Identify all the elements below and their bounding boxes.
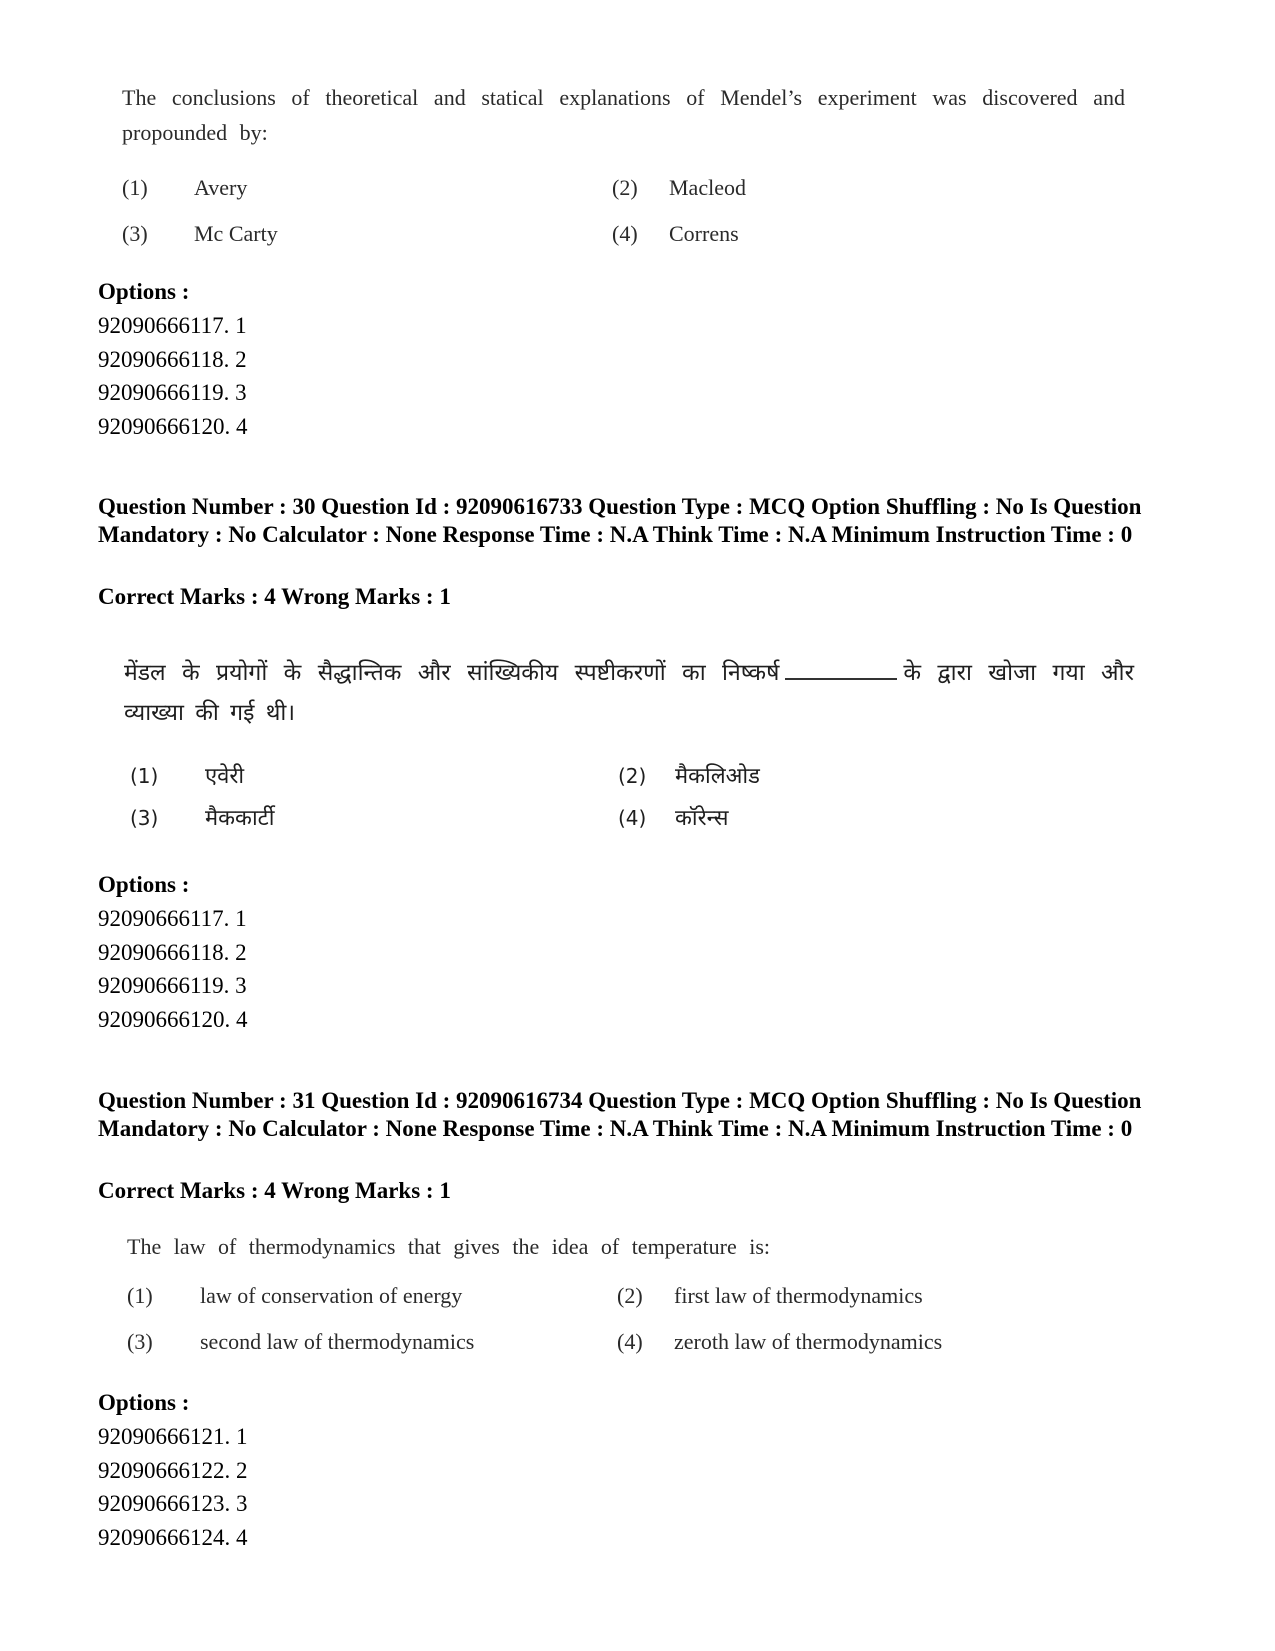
option-line: 92090666120. 4 xyxy=(98,1006,248,1032)
option-line: 92090666118. 2 xyxy=(98,346,247,372)
question-31-stem: The law of thermodynamics that gives the idea of temperature is: xyxy=(127,1234,771,1259)
choice-text: Macleod xyxy=(669,175,746,200)
choice-text: Avery xyxy=(194,175,248,200)
choice-text: मैककार्टी xyxy=(205,806,275,831)
choice-number: (4) xyxy=(612,221,638,246)
choice-number: (4) xyxy=(618,806,647,830)
question-31-meta: Question Number : 31 Question Id : 92090616734 Question Type : MCQ Option Shuffling : No Is Question Mandatory : No Calculator : None Response Time : N.A Think Time : N.A Minimum Instruction Time : 0 xyxy=(98,1088,1142,1141)
choice-number: (2) xyxy=(612,175,638,200)
question-29-options xyxy=(98,275,248,443)
choice-text: कॉरेन्स xyxy=(675,806,729,831)
choice-text: मैकलिओड xyxy=(675,764,760,789)
choice-number: (3) xyxy=(130,806,159,830)
answer-blank xyxy=(785,658,897,680)
choice-number: (1) xyxy=(127,1283,153,1308)
choice-number: (1) xyxy=(130,764,159,788)
option-line: 92090666123. 3 xyxy=(98,1491,248,1516)
choice-number: (4) xyxy=(617,1329,643,1354)
choice-text: Mc Carty xyxy=(194,221,278,246)
option-line: 92090666119. 3 xyxy=(98,973,247,998)
options-title: Options : xyxy=(98,279,190,304)
choice-text: Correns xyxy=(669,221,739,246)
choice-text: law of conservation of energy xyxy=(200,1283,463,1308)
question-29-stem: The conclusions of theoretical and statical explanations of Mendel’s experiment was discovered and propounded by: xyxy=(122,85,1125,145)
choice-number: (1) xyxy=(122,175,148,200)
option-line: 92090666117. 1 xyxy=(98,313,247,338)
option-line: 92090666117. 1 xyxy=(98,906,247,931)
choice-text: एवेरी xyxy=(205,764,245,789)
option-line: 92090666119. 3 xyxy=(98,380,247,405)
question-29-text xyxy=(122,80,1125,150)
choice-number: (3) xyxy=(122,221,148,246)
option-line: 92090666118. 2 xyxy=(98,939,247,965)
question-30-meta: Question Number : 30 Question Id : 92090616733 Question Type : MCQ Option Shuffling : No Is Question Mandatory : No Calculator : None Response Time : N.A Think Time : N.A Minimum Instruction Time : 0 xyxy=(98,494,1142,547)
question-30-stem-part2: के द्वारा खोजा गया और व्याख्या की गई थी। xyxy=(124,660,1134,726)
options-title: Options : xyxy=(98,1390,190,1415)
question-31-options xyxy=(98,1386,248,1554)
choice-number: (3) xyxy=(127,1329,153,1354)
option-line: 92090666122. 2 xyxy=(98,1457,248,1483)
question-30-text xyxy=(124,653,1134,733)
question-30-options xyxy=(98,868,248,1036)
question-30-marks: Correct Marks : 4 Wrong Marks : 1 xyxy=(98,584,451,609)
choice-number: (2) xyxy=(618,764,647,788)
options-title: Options : xyxy=(98,872,190,897)
choice-number: (2) xyxy=(617,1283,643,1308)
option-line: 92090666121. 1 xyxy=(98,1424,248,1449)
option-line: 92090666124. 4 xyxy=(98,1524,248,1550)
question-30-stem-part1: मेंडल के प्रयोगों के सैद्धान्तिक और सांख्यिकीय स्पष्टीकरणों का निष्कर्ष xyxy=(124,660,780,686)
choice-text: first law of thermodynamics xyxy=(674,1283,923,1308)
question-31-marks: Correct Marks : 4 Wrong Marks : 1 xyxy=(98,1178,451,1203)
question-31-text xyxy=(127,1229,1127,1264)
choice-text: zeroth law of thermodynamics xyxy=(674,1329,943,1354)
choice-text: second law of thermodynamics xyxy=(200,1329,475,1354)
option-line: 92090666120. 4 xyxy=(98,413,248,439)
